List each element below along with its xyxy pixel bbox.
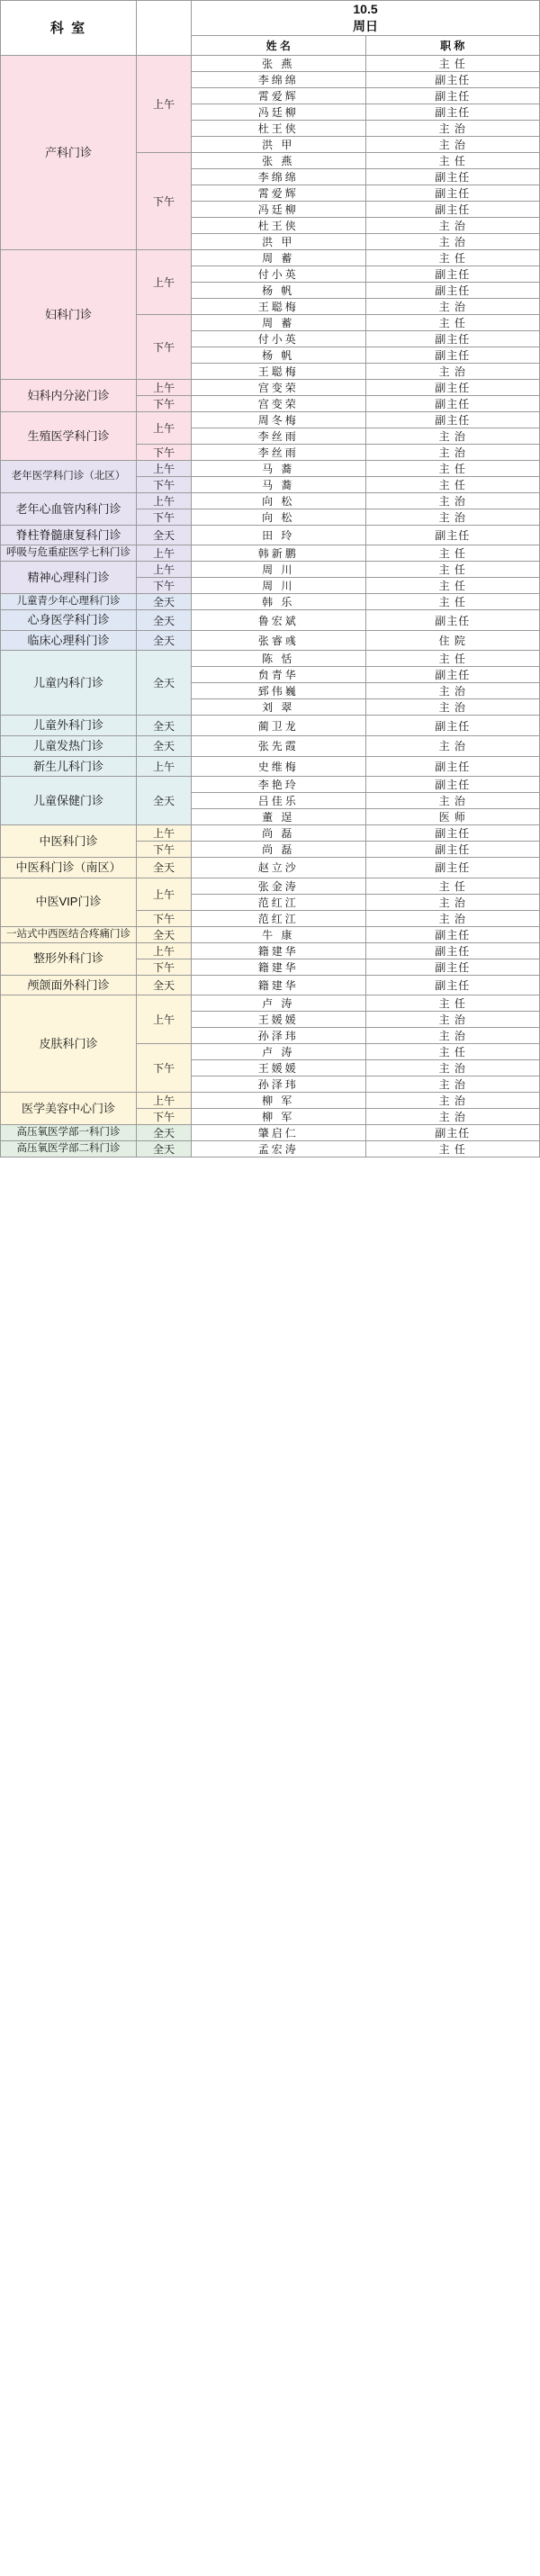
table-row [1,249,540,266]
halfday-cell: 下午 [137,842,192,858]
doctor-title-cell: 主 治 [365,735,540,756]
halfday-cell: 上午 [137,545,192,562]
halfday-cell: 上午 [137,249,192,314]
doctor-title-cell: 主 任 [365,1044,540,1060]
table-row [1,858,540,878]
header-title: 职 称 [365,35,540,55]
doctor-title-cell: 副主任 [365,610,540,631]
table-row [1,926,540,942]
doctor-name-cell: 张睿彧 [192,630,366,651]
dept-cell: 临床心理科门诊 [1,630,137,651]
table-row [1,651,540,667]
doctor-title-cell: 主 治 [365,1060,540,1076]
doctor-name-cell: 董 逞 [192,809,366,825]
halfday-cell: 全天 [137,630,192,651]
doctor-title-cell: 主 任 [365,314,540,330]
doctor-name-cell: 史维梅 [192,756,366,777]
doctor-title-cell: 主 任 [365,476,540,492]
doctor-name-cell: 贠青华 [192,667,366,683]
dept-cell: 中医VIP门诊 [1,878,137,926]
dept-cell: 高压氧医学部二科门诊 [1,1141,137,1157]
halfday-cell: 下午 [137,509,192,525]
doctor-name-cell: 王媛媛 [192,1060,366,1076]
doctor-name-cell: 向 松 [192,509,366,525]
dept-cell: 儿童青少年心理科门诊 [1,594,137,610]
doctor-name-cell: 向 松 [192,492,366,509]
doctor-name-cell: 赵立沙 [192,858,366,878]
dept-cell: 整形外科门诊 [1,942,137,975]
halfday-cell: 下午 [137,152,192,249]
doctor-title-cell: 主 治 [365,793,540,809]
table-row [1,1125,540,1141]
doctor-name-cell: 付小英 [192,266,366,282]
doctor-name-cell: 郅伟巍 [192,683,366,699]
halfday-cell: 上午 [137,379,192,395]
doctor-title-cell: 主 任 [365,878,540,894]
table-row [1,1141,540,1157]
doctor-title-cell: 主 治 [365,683,540,699]
doctor-title-cell: 副主任 [365,926,540,942]
doctor-name-cell: 蔺卫龙 [192,716,366,736]
doctor-name-cell: 王聪梅 [192,298,366,314]
doctor-title-cell: 主 任 [365,152,540,168]
dept-cell: 医学美容中心门诊 [1,1093,137,1125]
dept-cell: 新生儿科门诊 [1,756,137,777]
doctor-name-cell: 孙泽玮 [192,1028,366,1044]
doctor-title-cell: 主 治 [365,444,540,460]
doctor-title-cell: 副主任 [365,777,540,793]
doctor-name-cell: 张 燕 [192,152,366,168]
doctor-name-cell: 韩新鹏 [192,545,366,562]
doctor-title-cell: 副主任 [365,347,540,363]
dept-cell: 儿童内科门诊 [1,651,137,716]
doctor-name-cell: 范红江 [192,910,366,926]
dept-cell: 儿童保健门诊 [1,777,137,825]
doctor-name-cell: 马 蕎 [192,476,366,492]
table-row [1,995,540,1012]
table-row [1,1093,540,1109]
dept-cell: 呼吸与危重症医学七科门诊 [1,545,137,562]
doctor-name-cell: 范红江 [192,894,366,910]
halfday-cell: 全天 [137,777,192,825]
doctor-name-cell: 杨 帆 [192,347,366,363]
doctor-name-cell: 卢 涛 [192,1044,366,1060]
dept-cell: 高压氧医学部一科门诊 [1,1125,137,1141]
doctor-name-cell: 冯廷柳 [192,104,366,120]
doctor-title-cell: 主 治 [365,233,540,249]
halfday-cell: 全天 [137,735,192,756]
halfday-cell: 上午 [137,756,192,777]
halfday-cell: 下午 [137,578,192,594]
doctor-title-cell: 主 治 [365,894,540,910]
halfday-cell: 全天 [137,594,192,610]
doctor-name-cell: 柳 军 [192,1093,366,1109]
header-weekday-value: 周日 [353,18,378,33]
doctor-title-cell: 主 治 [365,120,540,136]
doctor-name-cell: 王媛媛 [192,1012,366,1028]
dept-cell: 妇科门诊 [1,249,137,379]
doctor-name-cell: 周 川 [192,578,366,594]
doctor-name-cell: 孙泽玮 [192,1076,366,1093]
header-date [192,1,540,36]
doctor-title-cell: 主 任 [365,995,540,1012]
doctor-title-cell: 主 治 [365,1012,540,1028]
doctor-title-cell: 副主任 [365,825,540,842]
doctor-name-cell: 张先霞 [192,735,366,756]
doctor-name-cell: 陈 恬 [192,651,366,667]
table-row [1,878,540,894]
dept-cell: 中医科门诊 [1,825,137,858]
header-dept: 科 室 [1,1,137,56]
doctor-title-cell: 主 治 [365,699,540,716]
table-row [1,594,540,610]
doctor-name-cell: 肇启仁 [192,1125,366,1141]
halfday-cell: 全天 [137,1141,192,1157]
halfday-cell: 上午 [137,55,192,152]
halfday-cell: 全天 [137,926,192,942]
doctor-title-cell: 副主任 [365,104,540,120]
dept-cell: 颅颌面外科门诊 [1,975,137,995]
doctor-title-cell: 主 任 [365,578,540,594]
halfday-cell: 下午 [137,444,192,460]
table-row [1,825,540,842]
halfday-cell: 全天 [137,716,192,736]
doctor-title-cell: 副主任 [365,266,540,282]
dept-cell: 老年医学科门诊（北区） [1,460,137,492]
halfday-cell: 下午 [137,476,192,492]
halfday-cell: 下午 [137,314,192,379]
doctor-title-cell: 主 任 [365,651,540,667]
doctor-name-cell: 田 玲 [192,525,366,545]
doctor-title-cell: 副主任 [365,975,540,995]
table-row [1,735,540,756]
doctor-title-cell: 主 任 [365,460,540,476]
dept-cell: 脊柱脊髓康复科门诊 [1,525,137,545]
doctor-name-cell: 洪 甲 [192,233,366,249]
doctor-title-cell: 主 治 [365,1109,540,1125]
halfday-cell: 上午 [137,878,192,910]
dept-cell: 精神心理科门诊 [1,562,137,594]
doctor-name-cell: 杜王侠 [192,120,366,136]
doctor-name-cell: 孟宏涛 [192,1141,366,1157]
doctor-title-cell: 主 任 [365,594,540,610]
doctor-name-cell: 宫变荣 [192,395,366,411]
doctor-name-cell: 周冬梅 [192,411,366,428]
doctor-title-cell: 副主任 [365,1125,540,1141]
header-date-value: 10.5 [353,2,378,16]
doctor-name-cell: 杨 帆 [192,282,366,298]
doctor-title-cell: 住 院 [365,630,540,651]
doctor-title-cell: 副主任 [365,525,540,545]
halfday-cell: 下午 [137,395,192,411]
doctor-name-cell: 尚 磊 [192,825,366,842]
doctor-name-cell: 马 蕎 [192,460,366,476]
doctor-title-cell: 副主任 [365,842,540,858]
doctor-name-cell: 李丝雨 [192,444,366,460]
dept-cell: 儿童外科门诊 [1,716,137,736]
halfday-cell: 全天 [137,651,192,716]
doctor-title-cell: 主 治 [365,217,540,233]
doctor-title-cell: 主 治 [365,363,540,379]
doctor-title-cell: 主 任 [365,1141,540,1157]
doctor-name-cell: 周 蓄 [192,249,366,266]
doctor-title-cell: 副主任 [365,168,540,185]
doctor-name-cell: 吕佳乐 [192,793,366,809]
doctor-name-cell: 杜王侠 [192,217,366,233]
doctor-title-cell: 副主任 [365,395,540,411]
doctor-title-cell: 副主任 [365,959,540,975]
doctor-name-cell: 周 蓄 [192,314,366,330]
halfday-cell: 全天 [137,610,192,631]
doctor-name-cell: 霄爱辉 [192,87,366,104]
header-name: 姓 名 [192,35,366,55]
dept-cell: 心身医学科门诊 [1,610,137,631]
doctor-name-cell: 籍建华 [192,959,366,975]
doctor-name-cell: 李丝雨 [192,428,366,444]
doctor-title-cell: 副主任 [365,201,540,217]
table-body [1,55,540,1157]
doctor-name-cell: 牛 康 [192,926,366,942]
dept-cell: 一站式中西医结合疼痛门诊 [1,926,137,942]
halfday-cell: 上午 [137,825,192,842]
doctor-title-cell: 副主任 [365,87,540,104]
doctor-name-cell: 卢 涛 [192,995,366,1012]
dept-cell: 产科门诊 [1,55,137,249]
dept-cell: 妇科内分泌门诊 [1,379,137,411]
doctor-name-cell: 付小英 [192,330,366,347]
doctor-name-cell: 周 川 [192,562,366,578]
dept-cell: 生殖医学科门诊 [1,411,137,460]
table-row [1,630,540,651]
doctor-title-cell: 主 治 [365,1076,540,1093]
doctor-title-cell: 主 任 [365,545,540,562]
table-row [1,975,540,995]
doctor-title-cell: 副主任 [365,282,540,298]
halfday-cell: 下午 [137,1044,192,1093]
doctor-name-cell: 洪 甲 [192,136,366,152]
table-row [1,379,540,395]
table-header [1,1,540,56]
doctor-title-cell: 主 治 [365,910,540,926]
doctor-name-cell: 王聪梅 [192,363,366,379]
doctor-name-cell: 霄爱辉 [192,185,366,201]
table-row [1,492,540,509]
doctor-name-cell: 李艳玲 [192,777,366,793]
halfday-cell: 上午 [137,411,192,444]
doctor-title-cell: 主 治 [365,1028,540,1044]
doctor-title-cell: 主 任 [365,249,540,266]
halfday-cell: 下午 [137,1109,192,1125]
doctor-title-cell: 副主任 [365,716,540,736]
table-row [1,460,540,476]
doctor-name-cell: 李绵绵 [192,168,366,185]
doctor-title-cell: 副主任 [365,411,540,428]
halfday-cell: 全天 [137,858,192,878]
doctor-name-cell: 籍建华 [192,975,366,995]
table-row [1,716,540,736]
doctor-name-cell: 宫变荣 [192,379,366,395]
table-row [1,756,540,777]
table-row [1,610,540,631]
doctor-title-cell: 主 任 [365,55,540,71]
schedule-sheet [0,0,540,1157]
table-row [1,562,540,578]
halfday-cell: 上午 [137,995,192,1044]
halfday-cell: 下午 [137,910,192,926]
doctor-title-cell: 主 任 [365,562,540,578]
table-row [1,411,540,428]
doctor-name-cell: 张金涛 [192,878,366,894]
schedule-table [0,0,540,1157]
table-row [1,777,540,793]
doctor-title-cell: 副主任 [365,756,540,777]
doctor-title-cell: 医 师 [365,809,540,825]
table-row [1,545,540,562]
doctor-title-cell: 副主任 [365,942,540,959]
doctor-name-cell: 鲁宏斌 [192,610,366,631]
table-row [1,942,540,959]
halfday-cell: 上午 [137,1093,192,1109]
halfday-cell: 全天 [137,975,192,995]
doctor-name-cell: 李绵绵 [192,71,366,87]
doctor-title-cell: 主 治 [365,136,540,152]
header-halfday [137,1,192,56]
doctor-name-cell: 尚 磊 [192,842,366,858]
dept-cell: 皮肤科门诊 [1,995,137,1093]
doctor-title-cell: 副主任 [365,71,540,87]
doctor-title-cell: 主 治 [365,509,540,525]
halfday-cell: 上午 [137,460,192,476]
table-row [1,55,540,71]
halfday-cell: 上午 [137,492,192,509]
doctor-title-cell: 副主任 [365,330,540,347]
halfday-cell: 全天 [137,525,192,545]
doctor-name-cell: 韩 乐 [192,594,366,610]
halfday-cell: 下午 [137,959,192,975]
doctor-name-cell: 刘 翠 [192,699,366,716]
table-row [1,525,540,545]
dept-cell: 老年心血管内科门诊 [1,492,137,525]
doctor-name-cell: 柳 军 [192,1109,366,1125]
doctor-title-cell: 主 治 [365,1093,540,1109]
doctor-name-cell: 冯廷柳 [192,201,366,217]
dept-cell: 儿童发热门诊 [1,735,137,756]
halfday-cell: 上午 [137,562,192,578]
doctor-title-cell: 副主任 [365,667,540,683]
doctor-title-cell: 主 治 [365,492,540,509]
halfday-cell: 全天 [137,1125,192,1141]
doctor-title-cell: 副主任 [365,858,540,878]
dept-cell: 中医科门诊（南区） [1,858,137,878]
doctor-title-cell: 副主任 [365,379,540,395]
halfday-cell: 上午 [137,942,192,959]
doctor-name-cell: 张 燕 [192,55,366,71]
doctor-title-cell: 副主任 [365,185,540,201]
doctor-title-cell: 主 治 [365,428,540,444]
header-row-top [1,1,540,36]
doctor-title-cell: 主 治 [365,298,540,314]
doctor-name-cell: 籍建华 [192,942,366,959]
